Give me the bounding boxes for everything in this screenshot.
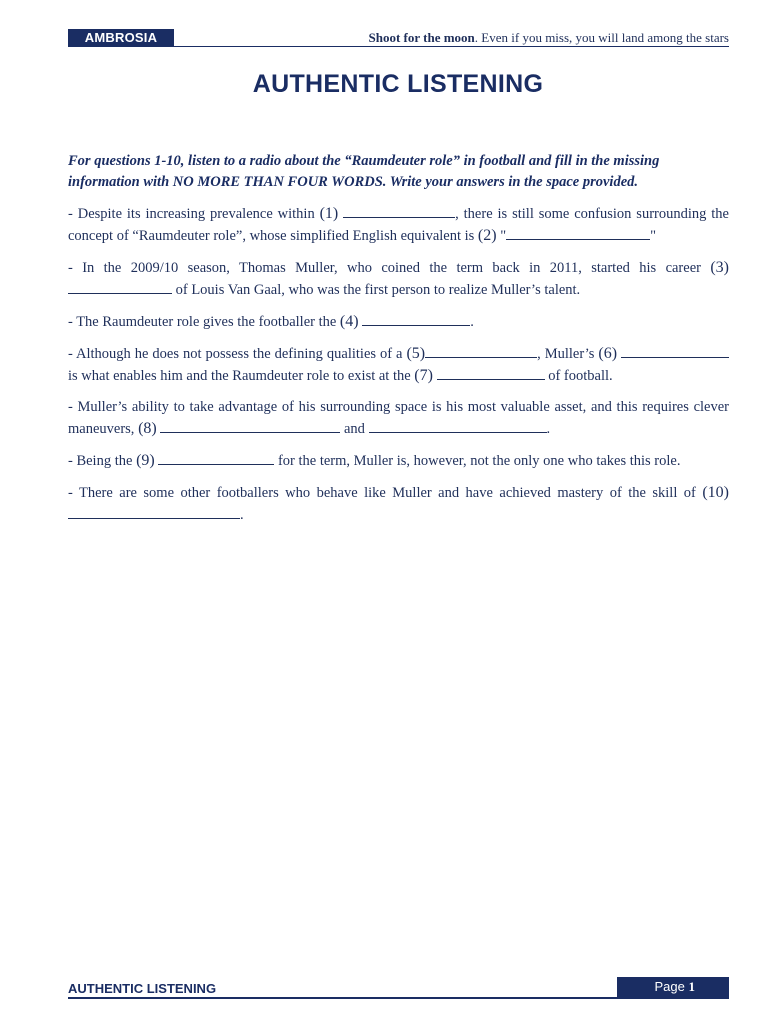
answer-blank-8a[interactable] [160, 418, 340, 433]
q3-number: (3) [710, 259, 729, 276]
q7-text-d: of football. [544, 368, 613, 384]
q8-text-c: . [546, 421, 551, 437]
tagline-rest: . Even if you miss, you will land among the stars [474, 30, 729, 45]
worksheet-body [68, 151, 729, 536]
q5-number: (5) [406, 345, 426, 362]
question-9 [68, 450, 729, 472]
question-10 [68, 482, 729, 526]
q2-quote-open: " [496, 228, 507, 244]
answer-blank-6[interactable] [621, 343, 729, 358]
answer-blank-3[interactable] [68, 279, 172, 294]
q9-text-a: - Being the [68, 453, 137, 469]
q5-text-a: - Although he does not possess the defining qualities of a [68, 346, 407, 362]
question-8 [68, 397, 729, 440]
q8-text-b: and [340, 421, 369, 437]
q4-number: (4) [339, 313, 359, 330]
question-3 [68, 257, 729, 301]
brand-label: AMBROSIA [68, 29, 174, 47]
q10-number: (10) [702, 484, 729, 501]
page-number-box [617, 977, 729, 997]
q1-number: (1) [319, 205, 339, 222]
instructions: For questions 1-10, listen to a radio about the “Raumdeuter role” in football and fill in the missing information with NO MORE THAN FOUR WORDS. Write your answers in the space provided. [68, 153, 660, 190]
q10-text-b: . [240, 507, 244, 523]
answer-blank-4[interactable] [362, 311, 470, 326]
q6-text-b: , Muller’s [537, 346, 599, 362]
question-1-2 [68, 203, 729, 247]
q7-number: (7) [414, 367, 433, 384]
answer-blank-10[interactable] [68, 504, 240, 519]
q4-text-b: . [470, 314, 474, 330]
footer-rule [68, 997, 729, 999]
answer-blank-9[interactable] [158, 450, 274, 465]
answer-blank-5[interactable] [425, 343, 537, 358]
q1-text-a: - Despite its increasing prevalence within [68, 206, 320, 222]
answer-blank-2[interactable] [506, 225, 650, 240]
q9-text-b: for the term, Muller is, however, not the only one who takes this role. [274, 453, 681, 469]
page-label: Page [654, 979, 685, 994]
footer-title: AUTHENTIC LISTENING [68, 981, 217, 996]
q4-text-a: - The Raumdeuter role gives the footballer the [68, 314, 340, 330]
page-header [68, 29, 729, 47]
q8-text-a: - Muller’s ability to take advantage of his surrounding space is his most valuable asset, and this requires clever maneuvers, [68, 399, 729, 437]
q3-text-a: - In the 2009/10 season, Thomas Muller, who coined the term back in 2011, started his career [68, 260, 711, 276]
question-4 [68, 311, 729, 333]
q9-number: (9) [136, 452, 155, 469]
q10-text-a: - There are some other footballers who behave like Muller and have achieved mastery of the skill of [68, 485, 703, 501]
answer-blank-8b[interactable] [369, 418, 547, 433]
tagline-bold: Shoot for the moon [368, 30, 475, 45]
q8-number: (8) [138, 420, 157, 437]
page-footer [68, 977, 729, 999]
q2-quote-close: " [650, 228, 657, 244]
page-number: 1 [688, 979, 695, 994]
header-tagline [369, 30, 730, 46]
q7-text-c: is what enables him and the Raumdeuter role to exist at the [68, 368, 415, 384]
q6-number: (6) [598, 345, 618, 362]
answer-blank-1[interactable] [343, 203, 455, 218]
question-5-7 [68, 343, 729, 387]
answer-blank-7[interactable] [437, 365, 545, 380]
q3-text-b: of Louis Van Gaal, who was the first person to realize Muller’s talent. [172, 282, 581, 298]
q1-text-b: , there is still some confusion surrounding the concept of “Raumdeuter role”, whose simplified English equivalent is [68, 206, 729, 244]
page-title: AUTHENTIC LISTENING [252, 70, 544, 98]
q2-number: (2) [477, 227, 497, 244]
